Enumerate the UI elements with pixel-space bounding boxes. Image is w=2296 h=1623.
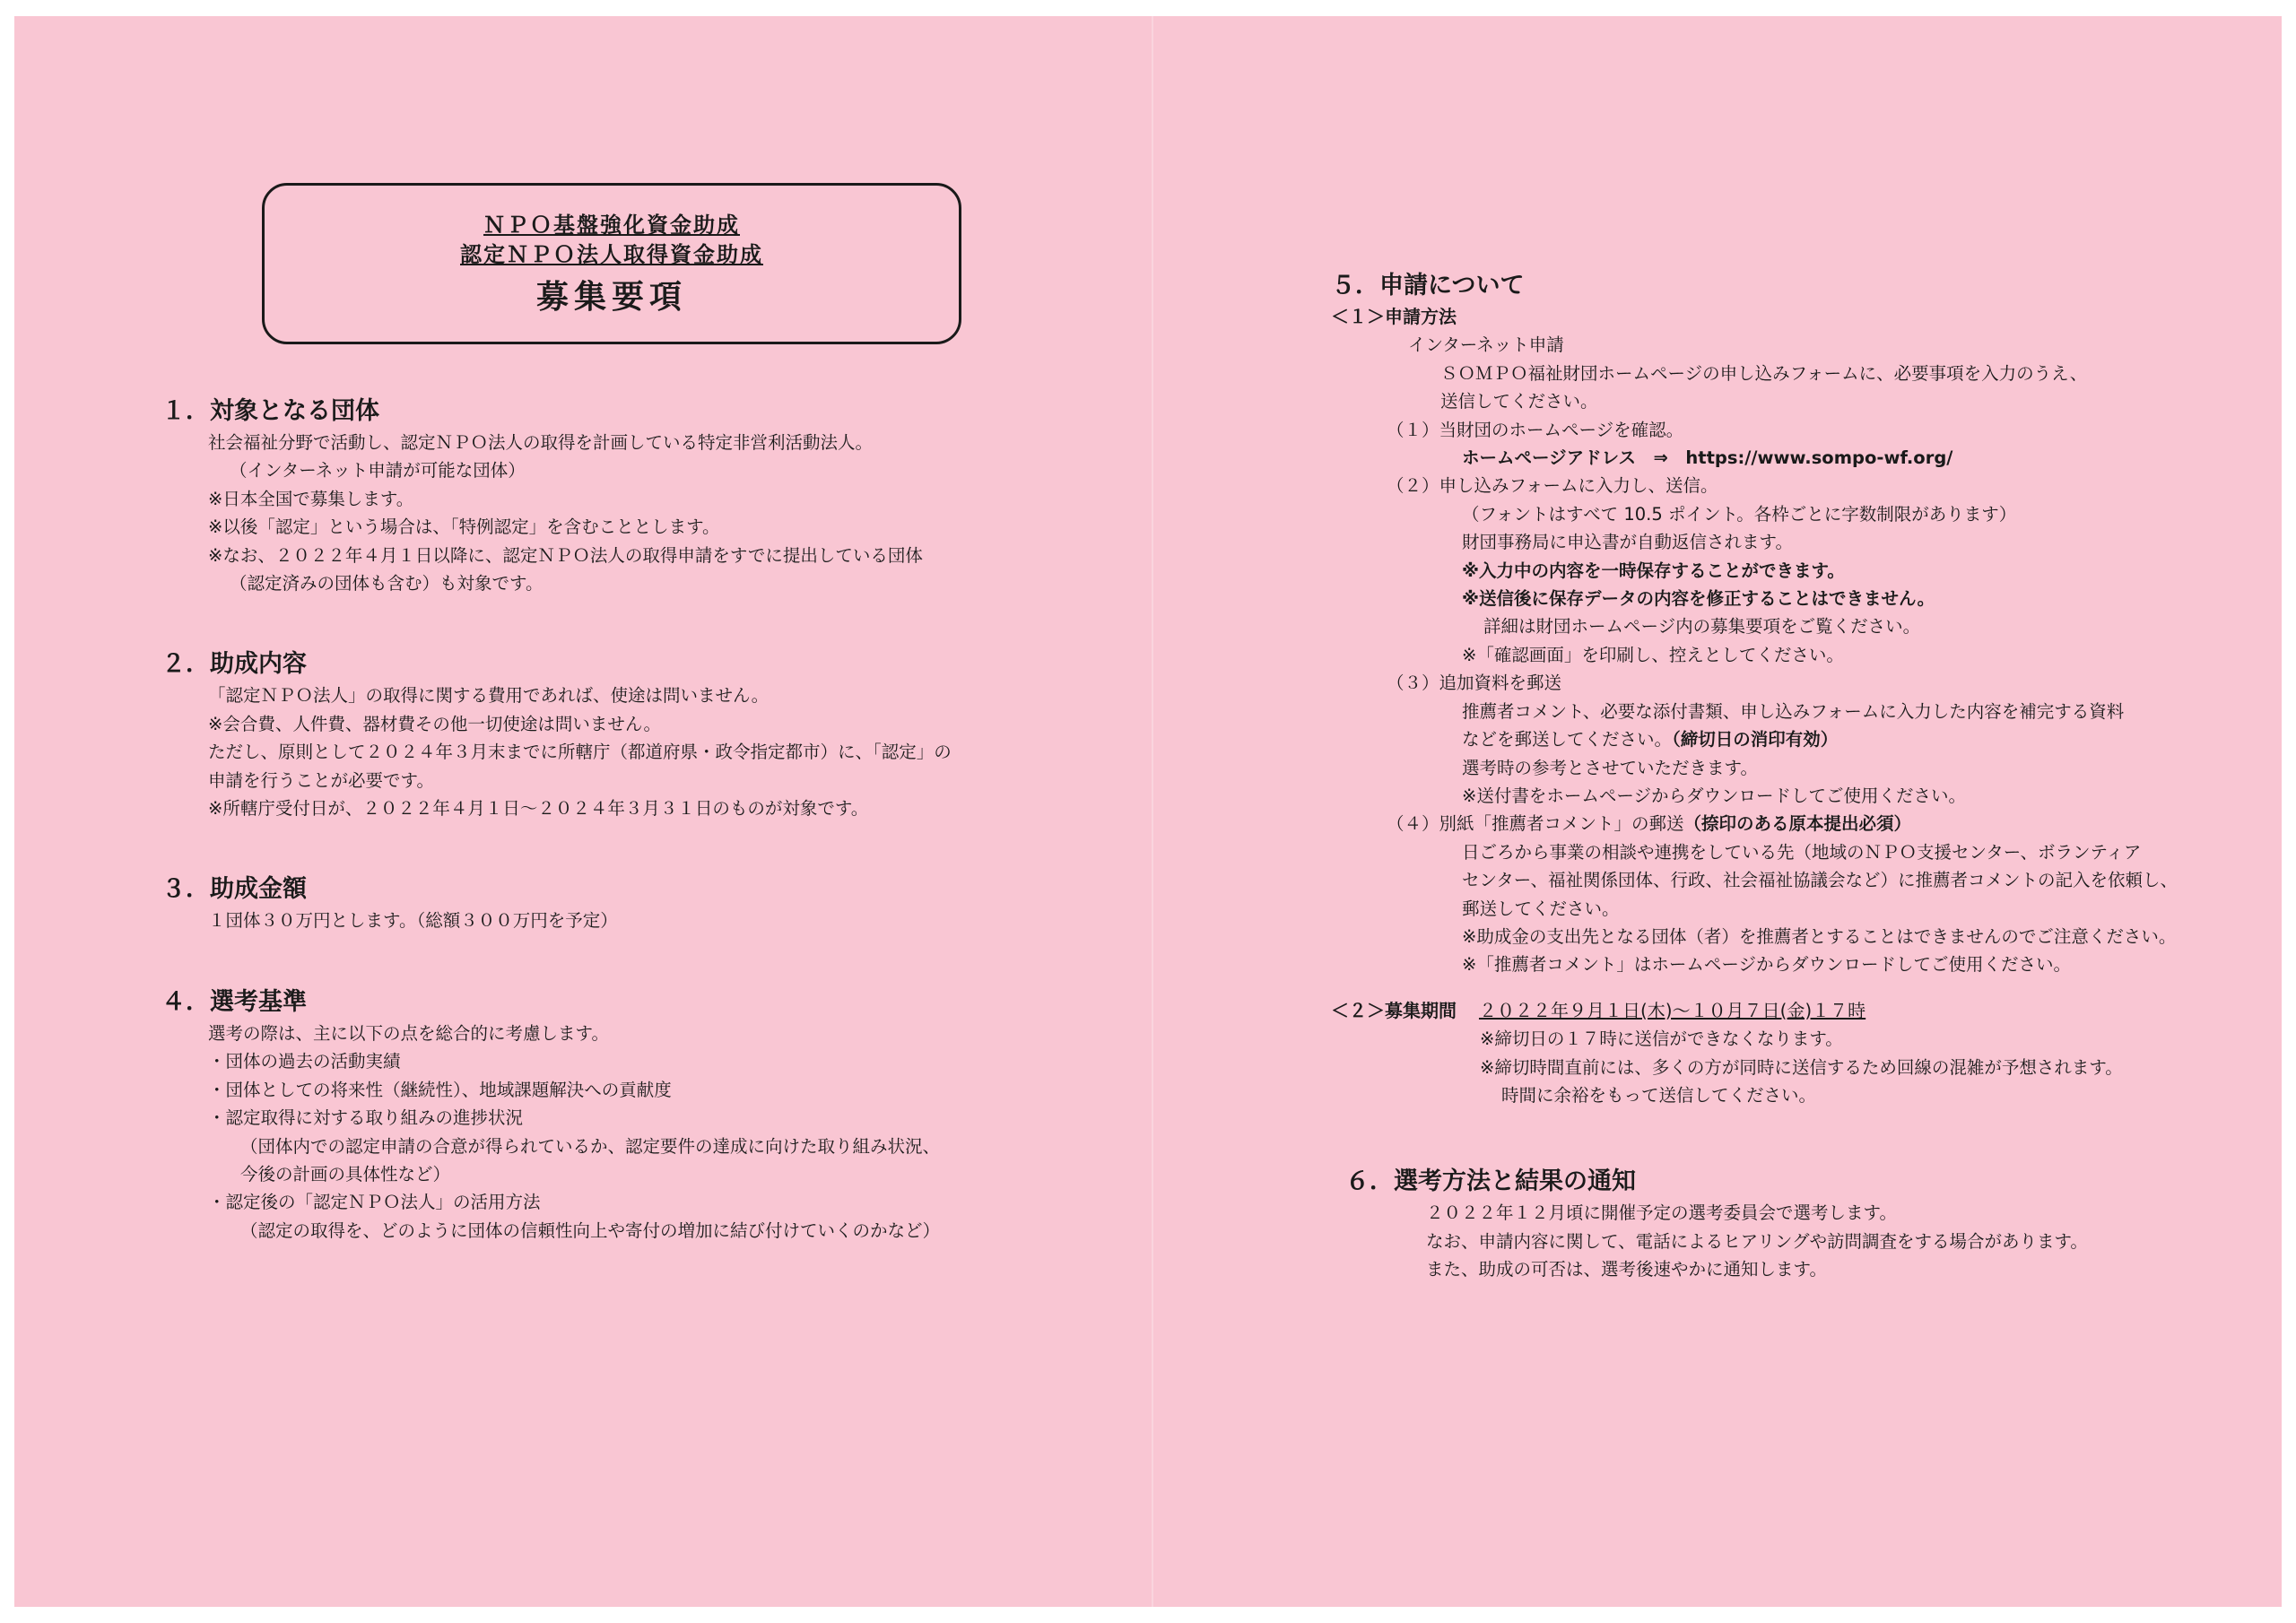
section-1-text: 社会福祉分野で活動し、認定ＮＰＯ法人の取得を計画している特定非営利活動法人。 [208, 432, 874, 453]
title-main: 募集要項 [535, 279, 687, 316]
section-3-heading: ３．助成金額 [161, 875, 307, 904]
step-1-heading: （１）当財団のホームページを確認。 [1387, 419, 1684, 440]
center-fold [1152, 16, 1153, 1607]
application-period-heading: ＜２＞募集期間 [1331, 999, 1457, 1021]
section-1-text: （インターネット申請が可能な団体） [230, 460, 526, 482]
section-2-text: ※所轄庁受付日が、２０２２年４月１日～２０２４年３月３１日のものが対象です。 [208, 798, 869, 820]
section-5-text: 送信してください。 [1440, 391, 1598, 412]
section-5-note: ※入力中の内容を一時保存することができます。 [1462, 560, 1845, 581]
section-2-heading: ２．助成内容 [161, 650, 307, 679]
seal-required-note: （捺印のある原本提出必須） [1683, 813, 1912, 835]
section-2-text: ※会合費、人件費、器材費その他一切使途は問いません。 [208, 713, 662, 734]
section-5-text: インターネット申請 [1408, 334, 1564, 356]
section-5-text: ※助成金の支出先となる団体（者）を推薦者とすることはできませんのでご注意ください。 [1462, 925, 2177, 947]
section-5-note: ※送信後に保存データの内容を修正することはできません。 [1462, 588, 1935, 610]
section-6-text: なお、申請内容に関して、電話によるヒアリングや訪問調査をする場合があります。 [1426, 1230, 2088, 1252]
section-6-text: また、助成の可否は、選考後速やかに通知します。 [1426, 1259, 1827, 1280]
section-5-text: ＳＯＭＰＯ福祉財団ホームページの申し込みフォームに、必要事項を入力のうえ、 [1440, 362, 2088, 384]
section-1-text: ※以後「認定」という場合は、「特例認定」を含むこととします。 [208, 516, 720, 538]
section-2-text: 申請を行うことが必要です。 [208, 769, 434, 791]
section-5-text: 詳細は財団ホームページ内の募集要項をご覧ください。 [1483, 616, 1921, 638]
period-note: ※締切日の１７時に送信ができなくなります。 [1480, 1028, 1843, 1050]
section-4-text: ・団体の過去の活動実績 [208, 1051, 401, 1072]
step-3-heading: （３）追加資料を郵送 [1387, 673, 1562, 694]
section-4-text: （団体内での認定申請の合意が得られているか、認定要件の達成に向けた取り組み状況、 [240, 1135, 941, 1157]
section-5-text: 郵送してください。 [1462, 898, 1620, 919]
section-5-text: 推薦者コメント、必要な添付書類、申し込みフォームに入力した内容を補完する資料 [1462, 700, 2125, 722]
title-line-1: ＮＰＯ基盤強化資金助成 [483, 213, 740, 238]
postmark-note: （締切日の消印有効） [1672, 729, 1839, 751]
period-note: 時間に余裕をもって送信してください。 [1501, 1084, 1817, 1106]
section-6-heading: ６．選考方法と結果の通知 [1345, 1167, 1636, 1196]
section-5-text: 日ごろから事業の相談や連携をしている先（地域のＮＰＯ支援センター、ボランティア [1462, 841, 2142, 863]
section-4-heading: ４．選考基準 [161, 987, 307, 1016]
section-5-text: （フォントはすべて 10.5 ポイント。各枠ごとに字数制限があります） [1462, 503, 2017, 525]
application-period [1331, 997, 2246, 1025]
section-2-text: ただし、原則として２０２４年３月末までに所轄庁（都道府県・政令指定都市）に、「認定」の [208, 742, 952, 763]
section-6-text: ２０２２年１２月頃に開催予定の選考委員会で選考します。 [1426, 1202, 1897, 1224]
section-5-text: ※「確認画面」を印刷し、控えとしてください。 [1462, 644, 1844, 665]
section-5-text: 財団事務局に申込書が自動返信されます。 [1462, 532, 1793, 553]
section-1-text: ※なお、２０２２年４月１日以降に、認定ＮＰＯ法人の取得申請をすでに提出している団体 [208, 544, 923, 566]
step-4-heading-text: （４）別紙「推薦者コメント」の郵送 [1387, 813, 1684, 835]
section-5-text: ※「推薦者コメント」はホームページからダウンロードしてご使用ください。 [1462, 954, 2071, 976]
application-period-dates: ２０２２年９月１日(木)～１０月７日(金)１７時 [1478, 999, 1866, 1021]
section-5-text-part: などを郵送してください。 [1462, 729, 1673, 751]
section-4-text: ・団体としての将来性（継続性）、地域課題解決への貢献度 [208, 1079, 672, 1100]
step-4-heading [1331, 810, 2246, 838]
title-box [262, 183, 961, 344]
period-note: ※締切時間直前には、多くの方が同時に送信するため回線の混雑が予想されます。 [1480, 1056, 2123, 1078]
section-4-text: 選考の際は、主に以下の点を総合的に考慮します。 [208, 1022, 609, 1044]
step-2-heading: （２）申し込みフォームに入力し、送信。 [1387, 475, 1718, 497]
section-5-heading: ５．申請について [1331, 272, 1525, 299]
section-1-heading: １．対象となる団体 [161, 397, 379, 425]
section-1-text: （認定済みの団体も含む）も対象です。 [230, 573, 544, 595]
right-column [1331, 269, 2246, 1284]
section-4-text: ・認定取得に対する取り組みの進捗状況 [208, 1107, 524, 1129]
title-line-2: 認定ＮＰＯ法人取得資金助成 [460, 242, 763, 267]
section-4-text: ・認定後の「認定ＮＰＯ法人」の活用方法 [208, 1192, 541, 1213]
section-5-text: センター、福祉関係団体、行政、社会福祉協議会など）に推薦者コメントの記入を依頼し、 [1462, 870, 2178, 891]
section-4-text: 今後の計画の具体性など） [240, 1163, 451, 1185]
section-1-text: ※日本全国で募集します。 [208, 488, 414, 509]
section-5-text: 選考時の参考とさせていただきます。 [1462, 757, 1758, 778]
section-5-text [1331, 725, 2246, 753]
application-method-heading: ＜１＞申請方法 [1331, 306, 1457, 327]
section-4-text: （認定の取得を、どのように団体の信頼性向上や寄付の増加に結び付けていくのかなど） [240, 1219, 941, 1241]
left-column [161, 395, 1058, 1245]
section-5-text: ※送付書をホームページからダウンロードしてご使用ください。 [1462, 785, 1966, 806]
homepage-address: ホームページアドレス ⇒ https://www.sompo-wf.org/ [1462, 447, 1953, 469]
section-3-text: １団体３０万円とします。（総額３００万円を予定） [208, 910, 618, 932]
section-2-text: 「認定ＮＰＯ法人」の取得に関する費用であれば、使途は問いません。 [208, 685, 770, 707]
